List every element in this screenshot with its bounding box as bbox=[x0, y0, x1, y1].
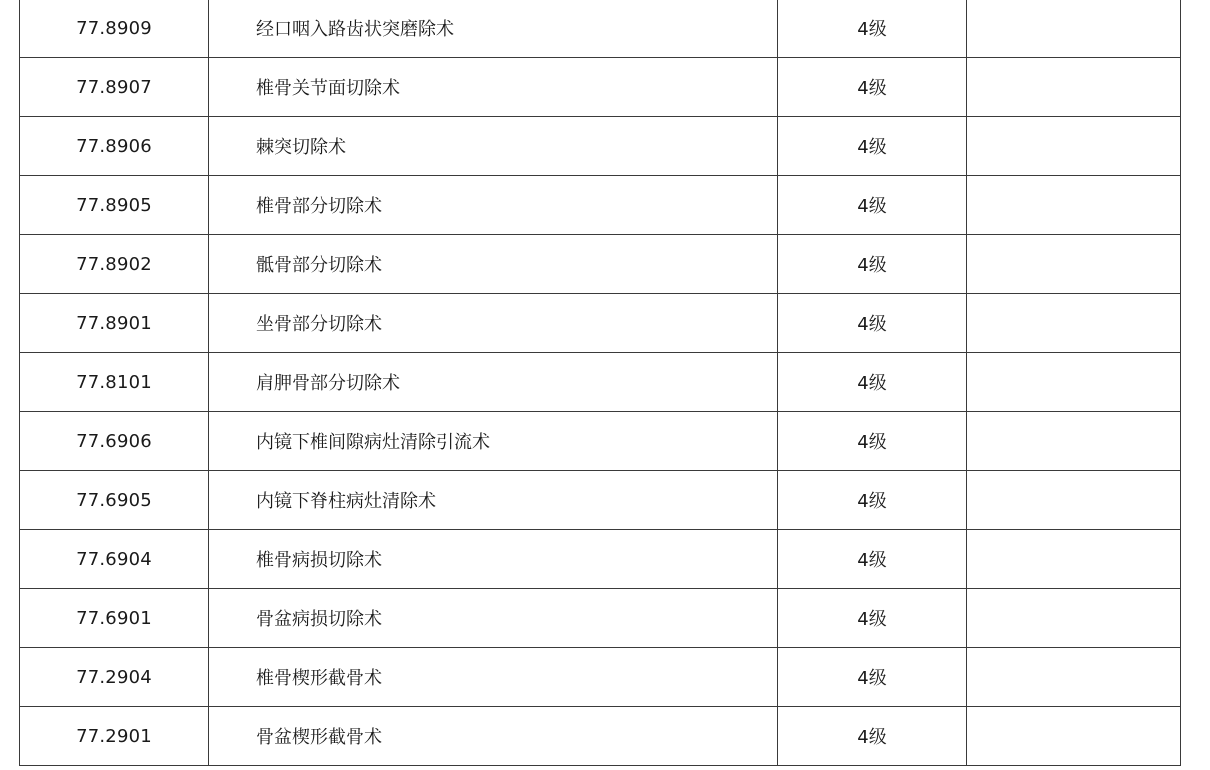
procedure-note-cell bbox=[967, 412, 1181, 471]
table-row bbox=[20, 530, 1181, 589]
table-row bbox=[20, 0, 1181, 58]
procedure-code-cell: 77.2904 bbox=[20, 648, 209, 707]
table-row bbox=[20, 707, 1181, 766]
procedure-name-cell: 坐骨部分切除术 bbox=[209, 294, 778, 353]
procedure-code-cell: 77.6901 bbox=[20, 589, 209, 648]
procedure-name-cell: 内镜下脊柱病灶清除术 bbox=[209, 471, 778, 530]
procedure-level-cell: 4级 bbox=[778, 648, 967, 707]
procedure-code-cell: 77.6906 bbox=[20, 412, 209, 471]
table-row bbox=[20, 117, 1181, 176]
procedure-note-cell bbox=[967, 0, 1181, 58]
procedure-name-cell: 椎骨关节面切除术 bbox=[209, 58, 778, 117]
procedure-code-cell: 77.8905 bbox=[20, 176, 209, 235]
procedure-level-cell: 4级 bbox=[778, 589, 967, 648]
procedure-level-cell: 4级 bbox=[778, 235, 967, 294]
procedure-level-cell: 4级 bbox=[778, 530, 967, 589]
procedure-note-cell bbox=[967, 58, 1181, 117]
procedure-level-cell: 4级 bbox=[778, 176, 967, 235]
procedure-note-cell bbox=[967, 471, 1181, 530]
procedure-name-cell: 椎骨病损切除术 bbox=[209, 530, 778, 589]
procedure-name-cell: 棘突切除术 bbox=[209, 117, 778, 176]
procedure-name-cell: 骶骨部分切除术 bbox=[209, 235, 778, 294]
procedure-table bbox=[19, 0, 1181, 766]
procedure-level-cell: 4级 bbox=[778, 353, 967, 412]
table-row bbox=[20, 589, 1181, 648]
procedure-level-cell: 4级 bbox=[778, 58, 967, 117]
procedure-name-cell: 肩胛骨部分切除术 bbox=[209, 353, 778, 412]
procedure-note-cell bbox=[967, 648, 1181, 707]
procedure-code-cell: 77.8909 bbox=[20, 0, 209, 58]
procedure-level-cell: 4级 bbox=[778, 412, 967, 471]
procedure-name-cell: 椎骨部分切除术 bbox=[209, 176, 778, 235]
procedure-code-cell: 77.2901 bbox=[20, 707, 209, 766]
procedure-code-cell: 77.8907 bbox=[20, 58, 209, 117]
procedure-code-cell: 77.6904 bbox=[20, 530, 209, 589]
procedure-note-cell bbox=[967, 707, 1181, 766]
procedure-name-cell: 经口咽入路齿状突磨除术 bbox=[209, 0, 778, 58]
procedure-level-cell: 4级 bbox=[778, 471, 967, 530]
procedure-level-cell: 4级 bbox=[778, 294, 967, 353]
procedure-level-cell: 4级 bbox=[778, 0, 967, 58]
procedure-code-cell: 77.8901 bbox=[20, 294, 209, 353]
procedure-name-cell: 骨盆病损切除术 bbox=[209, 589, 778, 648]
table-row bbox=[20, 471, 1181, 530]
table-row bbox=[20, 176, 1181, 235]
procedure-name-cell: 骨盆楔形截骨术 bbox=[209, 707, 778, 766]
procedure-code-cell: 77.8101 bbox=[20, 353, 209, 412]
procedure-note-cell bbox=[967, 589, 1181, 648]
procedure-note-cell bbox=[967, 117, 1181, 176]
procedure-code-cell: 77.8902 bbox=[20, 235, 209, 294]
procedure-level-cell: 4级 bbox=[778, 707, 967, 766]
table-row bbox=[20, 412, 1181, 471]
table-row bbox=[20, 58, 1181, 117]
procedure-note-cell bbox=[967, 353, 1181, 412]
table-row bbox=[20, 648, 1181, 707]
procedure-code-cell: 77.6905 bbox=[20, 471, 209, 530]
procedure-note-cell bbox=[967, 176, 1181, 235]
procedure-note-cell bbox=[967, 294, 1181, 353]
procedure-table-body bbox=[20, 0, 1181, 766]
procedure-level-cell: 4级 bbox=[778, 117, 967, 176]
procedure-code-cell: 77.8906 bbox=[20, 117, 209, 176]
procedure-table-container bbox=[19, 0, 1180, 766]
procedure-name-cell: 内镜下椎间隙病灶清除引流术 bbox=[209, 412, 778, 471]
procedure-note-cell bbox=[967, 235, 1181, 294]
table-row bbox=[20, 294, 1181, 353]
table-row bbox=[20, 353, 1181, 412]
procedure-name-cell: 椎骨楔形截骨术 bbox=[209, 648, 778, 707]
table-row bbox=[20, 235, 1181, 294]
procedure-note-cell bbox=[967, 530, 1181, 589]
